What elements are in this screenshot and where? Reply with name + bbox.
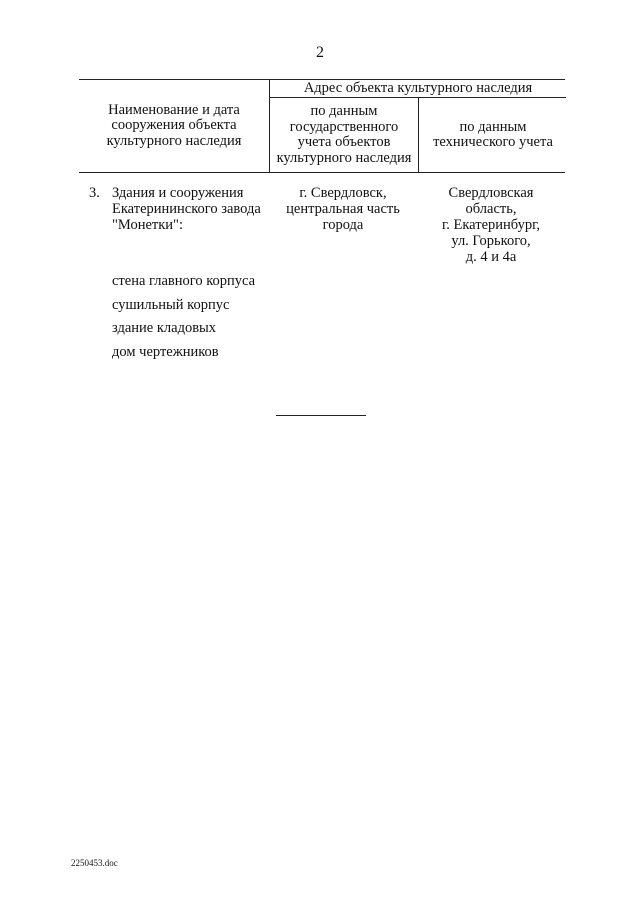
list-item: здание кладовых: [112, 320, 217, 336]
header-tech-records: по данным технического учета: [418, 98, 567, 172]
header-address-group: [269, 80, 566, 172]
end-divider: [276, 415, 366, 416]
header-address: Адрес объекта культурного наследия: [270, 80, 566, 98]
row-items-list: [112, 272, 255, 366]
row-tech-address: Свердловская область, г. Екатеринбург, ул. Горького, д. 4 и 4а: [441, 185, 541, 265]
list-item: дом чертежников: [112, 343, 219, 360]
row-state-address: г. Свердловск, центральная часть города: [286, 185, 400, 233]
list-item: сушильный корпус: [112, 296, 230, 313]
footer-filename: 2250453.doc: [71, 858, 118, 868]
row-number: 3.: [89, 185, 100, 201]
row-name: Здания и сооружения Екатерининского завода "Монетки":: [112, 185, 261, 233]
table-header: [79, 79, 565, 173]
page-number: 2: [316, 44, 324, 61]
list-item: стена главного корпуса: [112, 273, 256, 289]
header-state-records: по данным государственного учета объектов культурного наследия: [276, 103, 412, 166]
header-name-date: Наименование и дата сооружения объекта культурного наследия: [106, 101, 242, 149]
